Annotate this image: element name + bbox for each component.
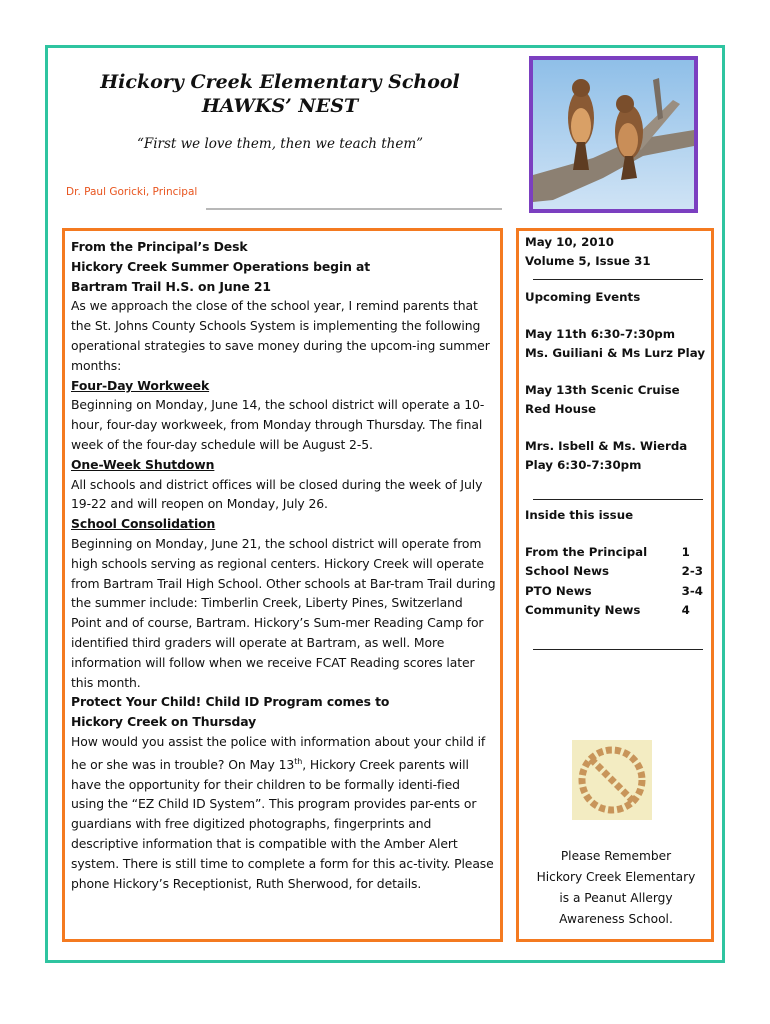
headline-line-1: Hickory Creek Summer Operations begin at [71,258,371,274]
toc-row: Community News 4 [525,603,690,618]
events-title: Upcoming Events [525,290,641,304]
workweek-heading: Four-Day Workweek [71,377,210,393]
header-rule [206,208,502,210]
toc-title: Inside this issue [525,508,634,522]
toc-row: School News 2-3 [525,564,703,579]
hawks-image-icon [533,60,694,209]
child-id-heading-2: Hickory Creek on Thursday [71,714,257,730]
motto: “First we love them, then we teach them” [136,136,424,152]
hawks-photo [529,56,698,213]
principal-article [62,228,503,942]
issue-volume: Volume 5, Issue 31 [525,254,651,268]
event-item: May 11th 6:30-7:30pm Ms. Guiliani & Ms Lurz Play [525,327,706,360]
headline-line-2: Bartram Trail H.S. on June 21 [71,278,271,294]
event-item: May 13th Scenic Cruise Red House [525,383,680,416]
child-id-heading-1: Protect Your Child! Child ID Program comes to [71,694,390,710]
table-of-contents [525,543,711,621]
intro-paragraph: As we approach the close of the school year, I remind parents that the St. Johns County Schools System is implementing the following operational strategies to save money during the upcom-ing summer months: [71,298,490,373]
school-name: Hickory Creek Elementary School [100,71,460,93]
section-title: From the Principal’s Desk [71,239,248,254]
principal-name: Dr. Paul Goricki, Principal [66,186,198,198]
allergy-notice: Please Remember Hickory Creek Elementary is a Peanut Allergy Awareness School. [536,849,696,926]
newsletter-name: HAWKS’ NEST [201,95,359,117]
shutdown-paragraph: All schools and district offices will be closed during the week of July 19-22 and will reopen on Monday, July 26. [71,476,483,512]
consolidation-paragraph: Beginning on Monday, June 21, the school district will operate from high schools serving as regional centers. Hickory Creek will operate from Bartram Trail High School. Other schools at Bar-tram Trail during the summer include: Timberlin Creek, Liberty Pines, Switzerland Point and of course, Bartram. Hickory’s Sum-mer Reading Camp for identified third graders will operate at Bartram, as well. More information will follow when we receive FCAT Reading scores later this month. [71,535,496,690]
masthead [60,70,500,152]
consolidation-heading: School Consolidation [71,516,216,532]
shutdown-heading: One-Week Shutdown [71,456,215,472]
child-id-paragraph: How would you assist the police with information about your child if he or she was in trouble? On May 13th, Hickory Creek parents will have the opportunity for their children to be formally identi-fied using the “EZ Child ID System”. This program provides par-ents or guardians with free digitized photographs, fingerprints and descriptive information that is compatible with the Amber Alert system. There is still time to complete a form for this ac-tivity. Please phone Hickory’s Receptionist, Ruth Sherwood, for details. [71,733,494,891]
workweek-paragraph: Beginning on Monday, June 14, the school district will operate a 10-hour, four-day workweek, from Monday through Thursday. The final week of the four-day schedule will be August 2-5. [71,397,485,452]
no-peanut-icon [572,740,652,820]
toc-row: From the Principal 1 [525,545,690,559]
event-item: Mrs. Isbell & Ms. Wierda Play 6:30-7:30pm [525,439,688,472]
sidebar-rule [533,649,703,650]
toc-row: PTO News 3-4 [525,583,703,598]
sidebar-rule [533,499,703,500]
sidebar [516,228,714,942]
issue-date: May 10, 2010 [525,235,614,249]
sidebar-rule [533,279,703,280]
